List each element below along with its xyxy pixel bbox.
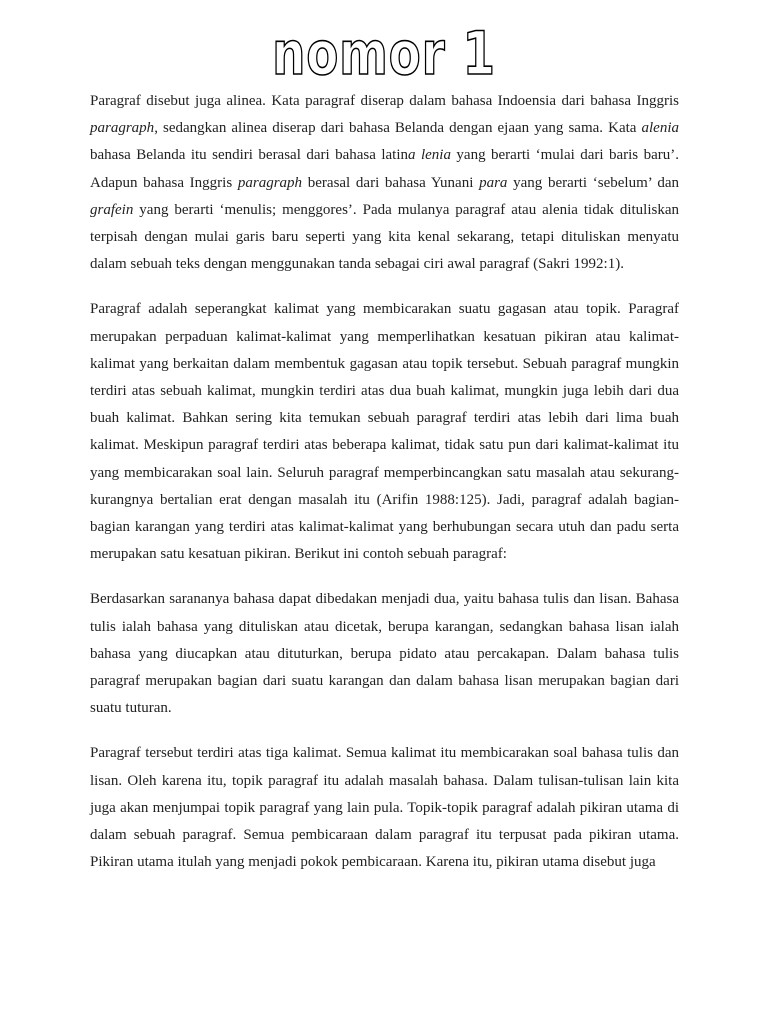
text-run: Paragraf tersebut terdiri atas tiga kalimat. Semua kalimat itu membicarakan soal bahasa tulis dan lisan. Oleh karena itu, topik paragraf itu adalah masalah bahasa. Dalam tulisan-tulisan lain kita juga akan menjumpai topik paragraf yang lain pula. Topik-topik paragraf adalah pikiran utama di dalam sebuah paragraf. Semua pembicaraan dalam paragraf itu terpusat pada pikiran utama. Pikiran utama itulah yang menjadi pokok pembicaraan. Karena itu, pikiran utama disebut juga xyxy=(90,745,679,871)
text-run: yang berarti ‘mulai dari baris baru’. Adapun bahasa Inggris xyxy=(90,147,679,191)
paragraph xyxy=(90,88,679,278)
text-run: Paragraf adalah seperangkat kalimat yang membicarakan suatu gagasan atau topik. Paragraf merupakan perpaduan kalimat-kalimat yang memperlihatkan kesatuan pikiran atau kalimat-kalimat yang berkaitan dalam membentuk gagasan atau topik tersebut. Sebuah paragraf mungkin terdiri atas sebuah kalimat, mungkin terdiri atas dua buah kalimat, mungkin juga lebih dari dua buah kalimat. Bahkan sering kita temukan sebuah paragraf terdiri atas lebih dari lima buah kalimat. Meskipun paragraf terdiri atas beberapa kalimat, tidak satu pun dari kalimat-kalimat itu yang membicarakan soal lain. Seluruh paragraf memperbincangkan satu masalah atau sekurang-kurangnya bertalian erat dengan masalah itu (Arifin 1988:125). Jadi, paragraf adalah bagian-bagian karangan yang terdiri atas kalimat-kalimat yang berhubungan secara utuh dan padu serta merupakan satu kesatuan pikiran. Berikut ini contoh sebuah paragraf: xyxy=(90,301,679,563)
paragraph xyxy=(90,296,679,568)
text-run: bahasa Belanda itu sendiri berasal dari bahasa latin xyxy=(90,147,409,164)
text-run: Berdasarkan sarananya bahasa dapat dibedakan menjadi dua, yaitu bahasa tulis dan lisan. Bahasa tulis ialah bahasa yang dituliskan atau dicetak, berupa karangan, sedangkan bahasa lisan ialah bahasa yang diucapkan atau dituturkan, berupa pidato atau percakapan. Dalam bahasa tulis paragraf merupakan bagian dari suatu karangan dan dalam bahasa lisan merupakan bagian dari suatu tuturan. xyxy=(90,591,679,717)
italic-term: para xyxy=(479,174,508,191)
italic-term: paragraph xyxy=(237,174,303,191)
paragraph xyxy=(90,740,679,876)
text-run: , sedangkan alinea diserap dari bahasa Belanda dengan ejaan yang sama. Kata xyxy=(154,120,642,137)
document-title: nomor 1 xyxy=(272,19,496,89)
italic-term: grafein xyxy=(90,201,134,218)
text-run: Paragraf disebut juga alinea. Kata paragraf diserap dalam bahasa Indoensia dari bahasa Inggris xyxy=(90,93,679,109)
text-run: yang berarti ‘sebelum’ dan xyxy=(507,174,679,191)
document-body xyxy=(90,88,679,894)
italic-term: alenia xyxy=(641,120,679,137)
italic-term: a lenia xyxy=(408,147,451,164)
text-run: berasal dari bahasa Yunani xyxy=(302,174,480,191)
paragraph xyxy=(90,586,679,722)
text-run: yang berarti ‘menulis; menggores’. Pada mulanya paragraf atau alenia tidak dituliskan terpisah dengan mulai garis baru seperti yang kita kenal sekarang, tetapi dituliskan menyatu dalam sebuah teks dengan menggunakan tanda sebagai ciri awal paragraf (Sakri 1992:1). xyxy=(90,201,679,273)
italic-term: paragraph xyxy=(90,120,155,137)
